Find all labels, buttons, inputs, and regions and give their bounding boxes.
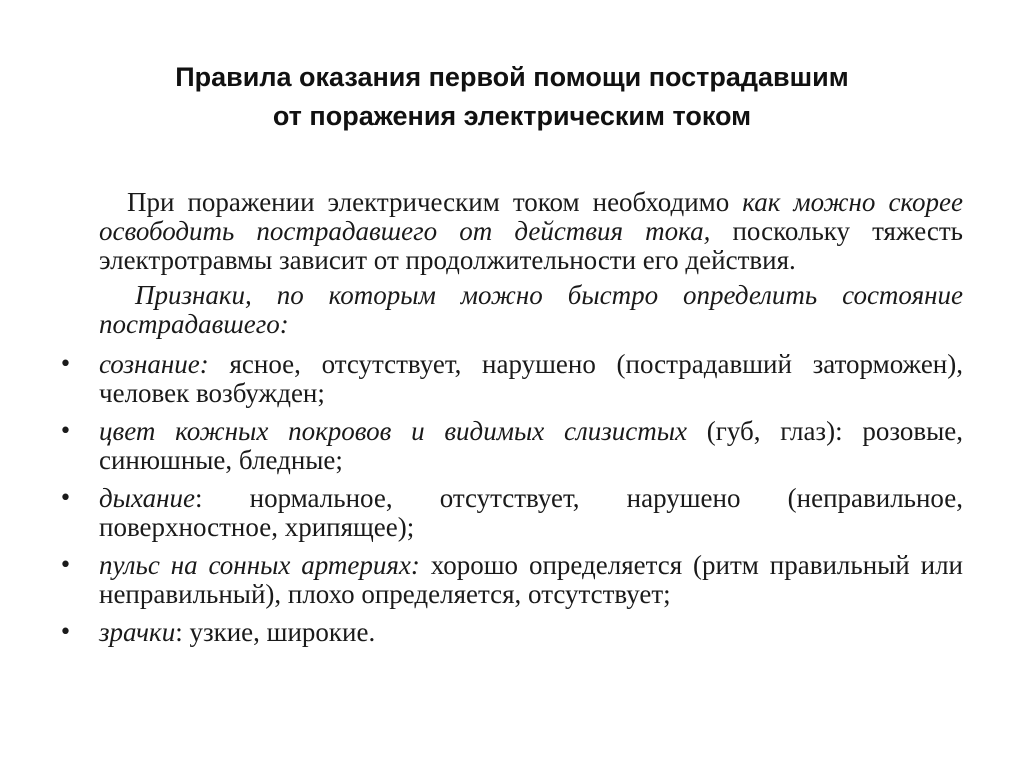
title-line-2: от поражения электрическим током — [272, 101, 752, 131]
title-line-1: Правила оказания первой помощи пострадавшим — [175, 62, 849, 92]
bullet-term: пульс на сонных артериях: — [99, 550, 420, 580]
list-item — [59, 483, 963, 542]
bullet-text: ясное, отсутствует, нарушено (пострадавший заторможен), человек возбужден; — [99, 349, 963, 408]
bullet-icon: • — [59, 419, 72, 444]
bullet-text: хорошо определяется (ритм правильный или неправильный), плохо определяется, отсутствует; — [99, 550, 963, 609]
list-item — [59, 550, 963, 609]
bullet-text: : узкие, широкие. — [175, 617, 376, 647]
bullet-term: зрачки — [99, 617, 176, 647]
list-item — [59, 617, 963, 647]
signs-heading: Признаки, по которым можно быстро определить состояние пострадавшего: — [99, 280, 963, 339]
page-title — [0, 58, 1024, 136]
bullet-text: : нормальное, отсутствует, нарушено (неправильное, поверхностное, хрипящее); — [99, 483, 963, 542]
bullet-icon: • — [59, 553, 72, 578]
intro-rest: поскольку тяжесть электротравмы зависит от продолжительности его действия. — [99, 216, 963, 275]
intro-paragraph — [99, 188, 963, 275]
bullet-term: цвет кожных покровов и видимых слизистых — [99, 416, 688, 446]
list-item — [59, 416, 963, 475]
bullet-icon: • — [59, 486, 72, 511]
list-item — [59, 349, 963, 408]
bullet-term: сознание: — [99, 349, 209, 379]
signs-list — [59, 349, 963, 647]
content-body — [59, 187, 963, 656]
bullet-icon: • — [59, 620, 72, 645]
bullet-term: дыхание — [99, 483, 195, 513]
bullet-icon: • — [59, 352, 72, 377]
intro-lead: При поражении электрическим током необходимо — [127, 187, 743, 217]
intro-italic: как можно скорее освободить пострадавшего от действия тока, — [99, 187, 963, 246]
bullet-text: (губ, глаз): розовые, синюшные, бледные; — [99, 416, 963, 475]
